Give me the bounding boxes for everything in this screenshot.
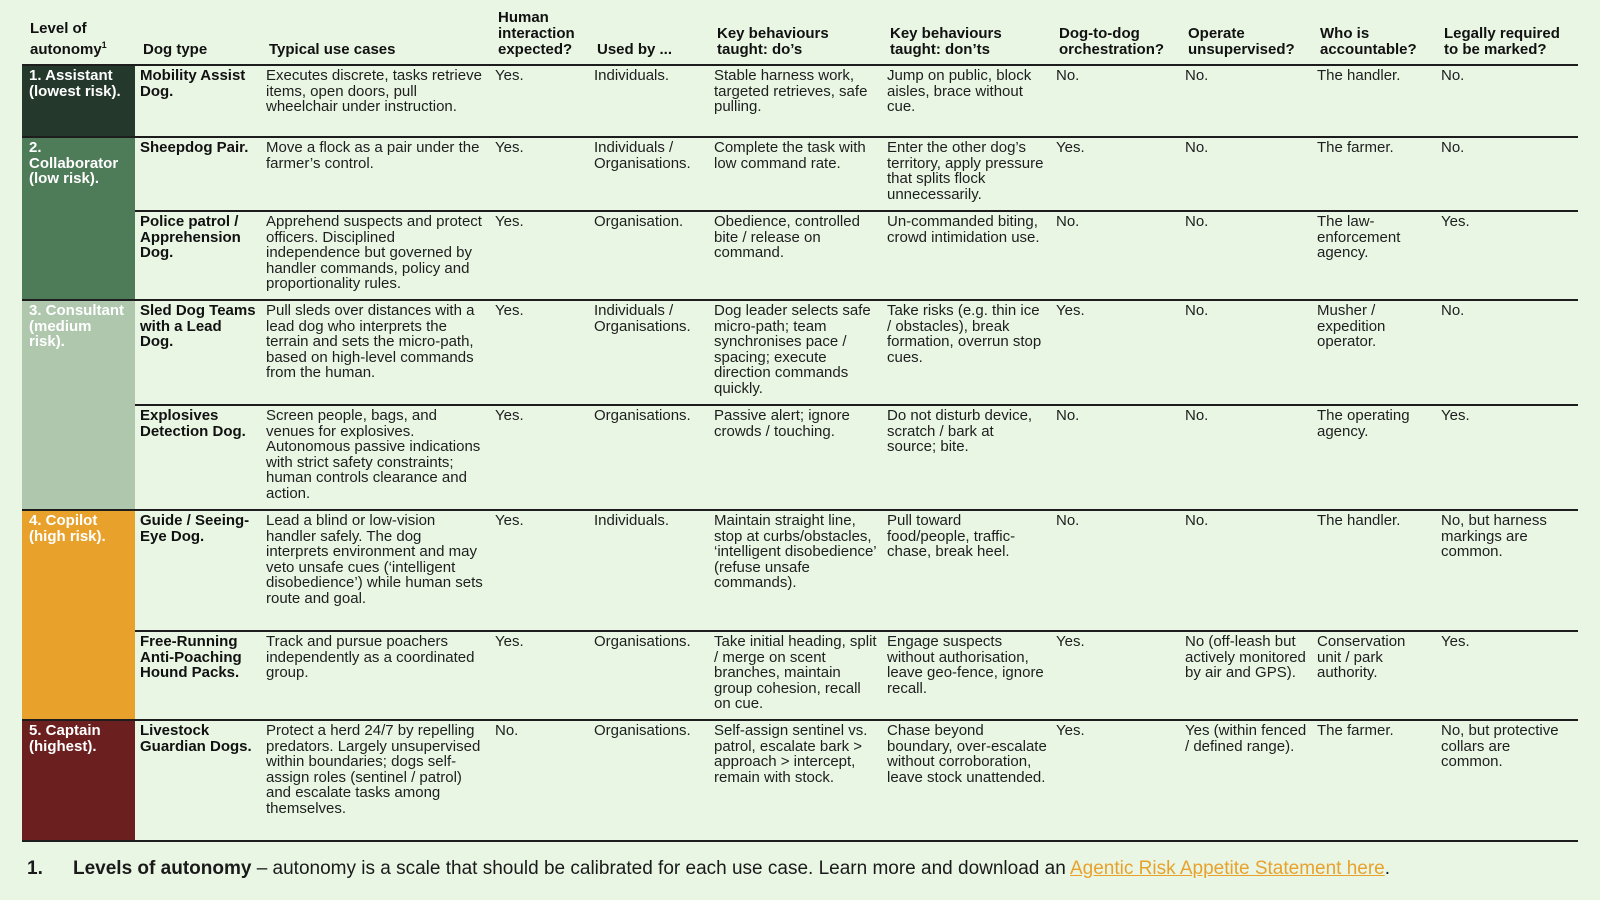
unsupervised-cell: Yes (within fenced / defined range). [1180, 720, 1312, 841]
header-used-by: Used by ... [597, 41, 673, 58]
header-level: Level of autonomy$^1$ [30, 20, 107, 58]
human-interaction-cell: Yes. [490, 300, 589, 405]
use-case-cell: Move a flock as a pair under the farmer’s control. [261, 137, 490, 211]
used-by-cell: Individuals / Organisations. [589, 137, 709, 211]
header-dos: Key behaviours taught: do’s [717, 25, 829, 58]
donts-cell: Pull toward food/people, traffic-chase, break heel. [882, 510, 1051, 631]
dog-type-cell: Explosives Detection Dog. [135, 405, 261, 510]
unsupervised-cell: No (off-leash but actively monitored by air and GPS). [1180, 631, 1312, 720]
header-unsupervised: Operate unsupervised? [1188, 25, 1295, 58]
human-interaction-cell: Yes. [490, 211, 589, 300]
orchestration-cell: No. [1051, 405, 1180, 510]
table-row [22, 300, 1578, 405]
table-row [22, 137, 1578, 211]
use-case-cell: Pull sleds over distances with a lead dog who interprets the terrain and sets the micro-path, based on high-level commands from the human. [261, 300, 490, 405]
accountable-cell: The operating agency. [1312, 405, 1436, 510]
dos-cell: Self-assign sentinel vs. patrol, escalate bark > approach > intercept, remain with stock. [709, 720, 882, 841]
orchestration-cell: Yes. [1051, 300, 1180, 405]
footnote [27, 858, 1390, 880]
dog-type-cell: Police patrol / Apprehension Dog. [135, 211, 261, 300]
dos-cell: Complete the task with low command rate. [709, 137, 882, 211]
dos-cell: Maintain straight line, stop at curbs/obstacles, ‘intelligent disobedience’ (refuse unsafe commands). [709, 510, 882, 631]
used-by-cell: Organisations. [589, 631, 709, 720]
dog-type-cell: Free-Running Anti-Poaching Hound Packs. [135, 631, 261, 720]
human-interaction-cell: No. [490, 720, 589, 841]
used-by-cell: Organisation. [589, 211, 709, 300]
donts-cell: Engage suspects without authorisation, leave geo-fence, ignore recall. [882, 631, 1051, 720]
used-by-cell: Individuals. [589, 65, 709, 137]
unsupervised-cell: No. [1180, 300, 1312, 405]
accountable-cell: Conservation unit / park authority. [1312, 631, 1436, 720]
donts-cell: Do not disturb device, scratch / bark at source; bite. [882, 405, 1051, 510]
level-captain: 5. Captain (highest). [22, 720, 135, 841]
header-dog-type: Dog type [143, 41, 208, 58]
dos-cell: Obedience, controlled bite / release on command. [709, 211, 882, 300]
human-interaction-cell: Yes. [490, 65, 589, 137]
unsupervised-cell: No. [1180, 405, 1312, 510]
level-collaborator: 2. Collaborator (low risk). [22, 137, 135, 300]
table-row [22, 211, 1578, 300]
dog-type-cell: Livestock Guardian Dogs. [135, 720, 261, 841]
marked-cell: Yes. [1436, 631, 1578, 720]
dos-cell: Dog leader selects safe micro-path; team synchronises pace / spacing; execute direction commands quickly. [709, 300, 882, 405]
unsupervised-cell: No. [1180, 211, 1312, 300]
orchestration-cell: Yes. [1051, 720, 1180, 841]
dog-type-cell: Mobility Assist Dog. [135, 65, 261, 137]
marked-cell: Yes. [1436, 405, 1578, 510]
header-marked: Legally required to be marked? [1444, 25, 1560, 58]
footnote-term: Levels of autonomy [73, 858, 252, 879]
level-assistant: 1. Assistant (lowest risk). [22, 65, 135, 137]
dog-type-cell: Guide / Seeing-Eye Dog. [135, 510, 261, 631]
marked-cell: No. [1436, 137, 1578, 211]
orchestration-cell: No. [1051, 510, 1180, 631]
dog-type-cell: Sheepdog Pair. [135, 137, 261, 211]
accountable-cell: The handler. [1312, 510, 1436, 631]
footnote-end: . [1384, 858, 1391, 879]
autonomy-table-container [22, 10, 1578, 842]
header-orchestration: Dog-to-dog orchestration? [1059, 25, 1165, 58]
use-case-cell: Lead a blind or low-vision handler safely. The dog interprets environment and may veto unsafe cues (‘intelligent disobedience’) while human sets route and goal. [261, 510, 490, 631]
marked-cell: Yes. [1436, 211, 1578, 300]
accountable-cell: The farmer. [1312, 137, 1436, 211]
orchestration-cell: Yes. [1051, 631, 1180, 720]
orchestration-cell: No. [1051, 65, 1180, 137]
header-human-interaction: Human interaction expected? [498, 9, 575, 58]
level-consultant: 3. Consultant (medium risk). [22, 300, 135, 510]
used-by-cell: Organisations. [589, 405, 709, 510]
marked-cell: No, but harness markings are common. [1436, 510, 1578, 631]
table-row [22, 510, 1578, 631]
unsupervised-cell: No. [1180, 65, 1312, 137]
dos-cell: Take initial heading, split / merge on scent branches, maintain group cohesion, recall on cue. [709, 631, 882, 720]
used-by-cell: Individuals. [589, 510, 709, 631]
human-interaction-cell: Yes. [490, 137, 589, 211]
header-donts: Key behaviours taught: don’ts [890, 25, 1002, 58]
human-interaction-cell: Yes. [490, 405, 589, 510]
header-accountable: Who is accountable? [1320, 25, 1417, 58]
use-case-cell: Apprehend suspects and protect officers. Disciplined independence but governed by handler commands, policy and proportionality rules. [261, 211, 490, 300]
table-row [22, 405, 1578, 510]
level-copilot: 4. Copilot (high risk). [22, 510, 135, 720]
footnote-text: – autonomy is a scale that should be calibrated for each use case. Learn more and download an [251, 858, 1070, 879]
used-by-cell: Individuals / Organisations. [589, 300, 709, 405]
donts-cell: Un-commanded biting, crowd intimidation use. [882, 211, 1051, 300]
accountable-cell: The farmer. [1312, 720, 1436, 841]
used-by-cell: Organisations. [589, 720, 709, 841]
marked-cell: No, but protective collars are common. [1436, 720, 1578, 841]
table-row [22, 720, 1578, 841]
unsupervised-cell: No. [1180, 510, 1312, 631]
donts-cell: Jump on public, block aisles, brace without cue. [882, 65, 1051, 137]
dos-cell: Passive alert; ignore crowds / touching. [709, 405, 882, 510]
dos-cell: Stable harness work, targeted retrieves, safe pulling. [709, 65, 882, 137]
table-header-row [22, 10, 1578, 65]
accountable-cell: The handler. [1312, 65, 1436, 137]
autonomy-table [22, 10, 1578, 842]
table-row [22, 65, 1578, 137]
marked-cell: No. [1436, 65, 1578, 137]
footnote-number: 1. [27, 858, 43, 879]
use-case-cell: Screen people, bags, and venues for explosives. Autonomous passive indications with strict safety constraints; human controls clearance and action. [261, 405, 490, 510]
donts-cell: Enter the other dog’s territory, apply pressure that splits flock unnecessarily. [882, 137, 1051, 211]
agentic-risk-statement-link[interactable]: Agentic Risk Appetite Statement here [1070, 858, 1385, 879]
unsupervised-cell: No. [1180, 137, 1312, 211]
dog-type-cell: Sled Dog Teams with a Lead Dog. [135, 300, 261, 405]
use-case-cell: Protect a herd 24/7 by repelling predators. Largely unsupervised within boundaries; dogs self-assign roles (sentinel / patrol) and escalate tasks among themselves. [261, 720, 490, 841]
accountable-cell: The law-enforcement agency. [1312, 211, 1436, 300]
human-interaction-cell: Yes. [490, 631, 589, 720]
use-case-cell: Executes discrete, tasks retrieve items, open doors, pull wheelchair under instruction. [261, 65, 490, 137]
human-interaction-cell: Yes. [490, 510, 589, 631]
accountable-cell: Musher / expedition operator. [1312, 300, 1436, 405]
header-use-cases: Typical use cases [269, 41, 396, 58]
donts-cell: Take risks (e.g. thin ice / obstacles), break formation, overrun stop cues. [882, 300, 1051, 405]
table-row [22, 631, 1578, 720]
use-case-cell: Track and pursue poachers independently as a coordinated group. [261, 631, 490, 720]
orchestration-cell: No. [1051, 211, 1180, 300]
donts-cell: Chase beyond boundary, over-escalate without corroboration, leave stock unattended. [882, 720, 1051, 841]
marked-cell: No. [1436, 300, 1578, 405]
orchestration-cell: Yes. [1051, 137, 1180, 211]
